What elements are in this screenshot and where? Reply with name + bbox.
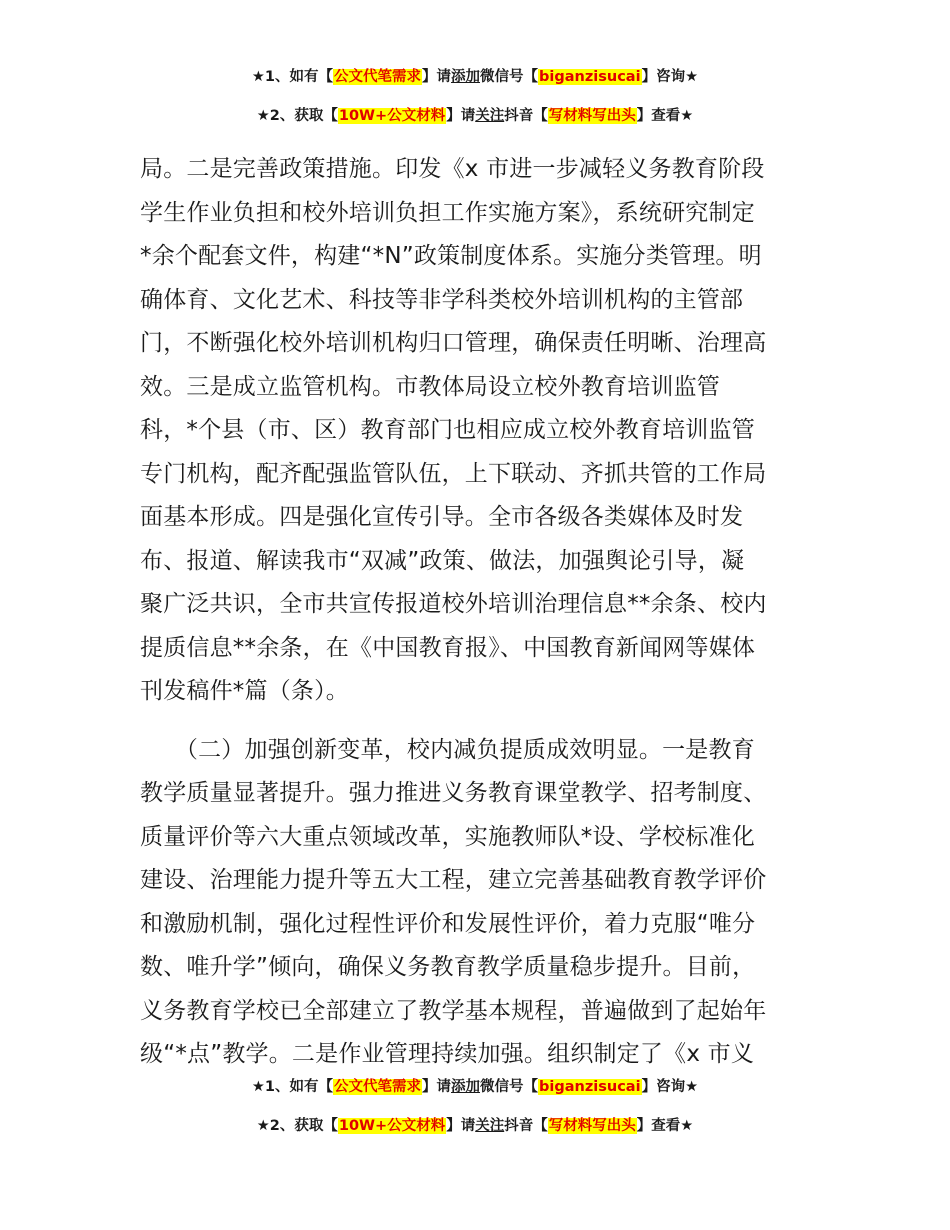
text-line: 教学质量显著提升。强力推进义务教育课堂教学、招考制度、 xyxy=(140,780,767,806)
text-line: *余个配套文件，构建“*N”政策制度体系。实施分类管理。明 xyxy=(140,243,762,269)
text-line: 义务教育学校已全部建立了教学基本规程，普遍做到了起始年 xyxy=(140,997,767,1024)
highlight-materials: 10W+公文材料 xyxy=(338,108,446,124)
highlight-douyin-id: 写材料写出头 xyxy=(548,108,636,124)
text-line: 局。二是完善政策措施。印发《x 市进一步减轻义务教育阶段 xyxy=(140,156,765,182)
text-line: 面基本形成。四是强化宣传引导。全市各级各类媒体及时发 xyxy=(140,504,744,530)
highlight-ghostwriting: 公文代笔需求 xyxy=(334,69,422,85)
text-line: 科，*个县（市、区）教育部门也相应成立校外教育培训监管 xyxy=(140,417,755,443)
text-line: 效。三是成立监管机构。市教体局设立校外教育培训监管 xyxy=(140,373,720,400)
text-line: 确体育、文化艺术、科技等非学科类校外培训机构的主管部 xyxy=(140,286,744,313)
text-line: 门，不断强化校外培训机构归口管理，确保责任明晰、治理高 xyxy=(140,330,767,356)
paragraph-school-reform xyxy=(140,729,820,1077)
text-line: 布、报道、解读我市“双减”政策、做法，加强舆论引导，凝 xyxy=(140,547,745,574)
highlight-materials: 10W+公文材料 xyxy=(338,1118,446,1134)
paragraph-policy-measures xyxy=(140,148,820,714)
text-line: 质量评价等六大重点领域改革，实施教师队*设、学校标准化 xyxy=(140,823,755,850)
text-line: 刊发稿件*篇（条）。 xyxy=(140,678,349,704)
highlight-wechat-id: biganzisucai xyxy=(539,1079,641,1095)
highlight-ghostwriting: 公文代笔需求 xyxy=(334,1079,422,1095)
text-line: 建设、治理能力提升等五大工程，建立完善基础教育教学评价 xyxy=(140,867,767,893)
highlight-wechat-id: biganzisucai xyxy=(539,69,641,85)
text-line: 提质信息**余条，在《中国教育报》、中国教育新闻网等媒体 xyxy=(140,634,756,661)
text-line: （二）加强创新变革，校内减负提质成效明显。一是教育 xyxy=(140,736,755,763)
header-banner-line-1: ★1、如有【公文代笔需求】请添加微信号【biganzisucai】咨询★ xyxy=(251,69,699,85)
highlight-douyin-id: 写材料写出头 xyxy=(548,1118,636,1134)
footer-banner-line-2: ★2、获取【10W+公文材料】请关注抖音【写材料写出头】查看★ xyxy=(256,1118,694,1134)
footer-banner-line-1: ★1、如有【公文代笔需求】请添加微信号【biganzisucai】咨询★ xyxy=(251,1079,699,1095)
text-line: 聚广泛共识，全市共宣传报道校外培训治理信息**余条、校内 xyxy=(140,591,767,617)
document-body xyxy=(140,148,820,1077)
text-line: 级“*点”教学。二是作业管理持续加强。组织制定了《x 市义 xyxy=(140,1041,755,1067)
header-banner-line-2: ★2、获取【10W+公文材料】请关注抖音【写材料写出头】查看★ xyxy=(256,108,694,124)
text-line: 专门机构，配齐配强监管队伍，上下联动、齐抓共管的工作局 xyxy=(140,460,767,487)
text-line: 和激励机制，强化过程性评价和发展性评价，着力克服“唯分 xyxy=(140,910,756,937)
text-line: 学生作业负担和校外培训负担工作实施方案》，系统研究制定 xyxy=(140,199,755,226)
text-line: 数、唯升学”倾向，确保义务教育教学质量稳步提升。目前， xyxy=(140,954,756,980)
